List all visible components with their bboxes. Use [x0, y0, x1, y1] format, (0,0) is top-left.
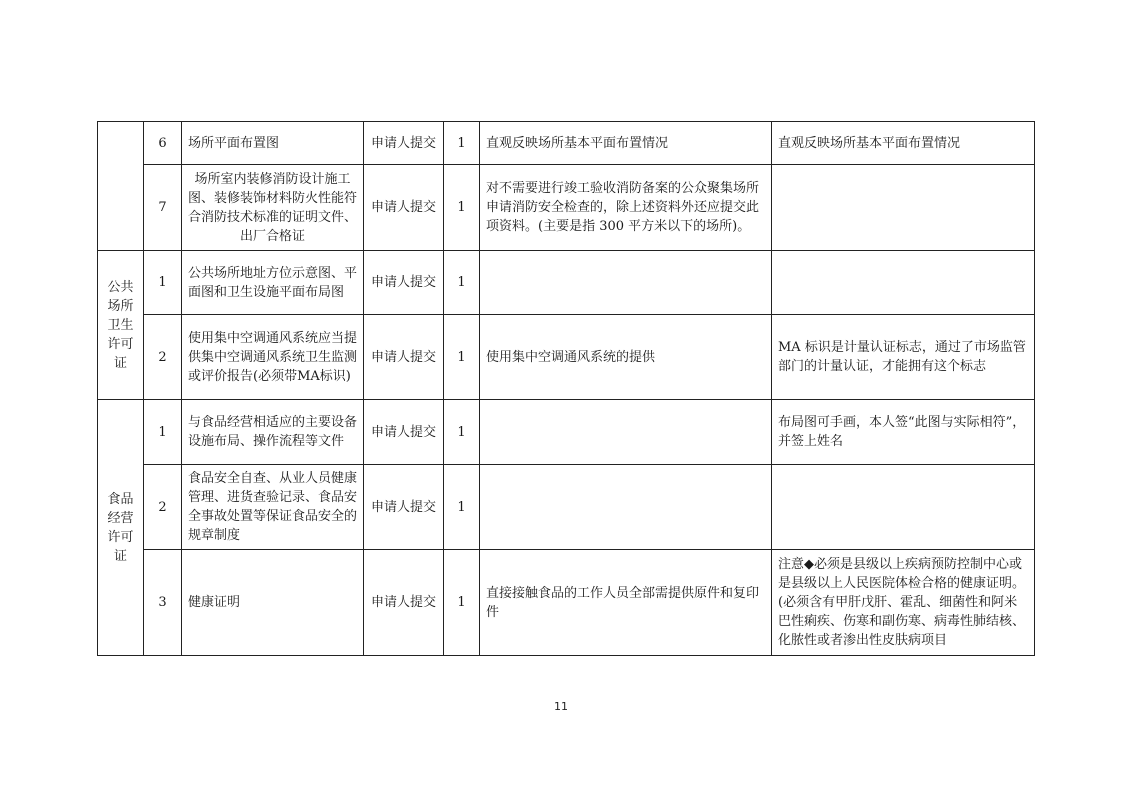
material-note: 注意◆必须是县级以上疾病预防控制中心或是县级以上人民医院体检合格的健康证明。(必须含有甲肝戊肝、霍乱、细菌性和阿米巴性痢疾、伤寒和副伤寒、病毒性肺结核、化脓性或者渗出性皮肤病项目: [772, 550, 1035, 656]
material-quantity: 1: [444, 400, 480, 465]
category-cell: 公共场所卫生许可证: [98, 251, 144, 400]
material-name: 与食品经营相适应的主要设备设施布局、操作流程等文件: [182, 400, 364, 465]
material-requirement: [480, 465, 772, 550]
material-source: 申请人提交: [364, 550, 444, 656]
material-requirement: [480, 251, 772, 315]
material-source: 申请人提交: [364, 251, 444, 315]
row-number: 2: [144, 465, 182, 550]
material-note: MA 标识是计量认证标志，通过了市场监管部门的计量认证，才能拥有这个标志: [772, 315, 1035, 400]
material-requirement: [480, 400, 772, 465]
material-source: 申请人提交: [364, 315, 444, 400]
category-cell: 食品经营许可证: [98, 400, 144, 656]
material-quantity: 1: [444, 550, 480, 656]
table-row: [98, 251, 1035, 315]
material-source: 申请人提交: [364, 465, 444, 550]
row-number: 1: [144, 400, 182, 465]
material-name: 公共场所地址方位示意图、平面图和卫生设施平面布局图: [182, 251, 364, 315]
material-note: 布局图可手画，本人签“此图与实际相符”，并签上姓名: [772, 400, 1035, 465]
row-number: 6: [144, 122, 182, 165]
table-row: [98, 400, 1035, 465]
material-source: 申请人提交: [364, 400, 444, 465]
material-requirement: 直接接触食品的工作人员全部需提供原件和复印件: [480, 550, 772, 656]
material-note: [772, 251, 1035, 315]
material-requirement: 对不需要进行竣工验收消防备案的公众聚集场所申请消防安全检查的，除上述资料外还应提交此项资料。(主要是指 300 平方米以下的场所)。: [480, 165, 772, 251]
requirements-table: [97, 121, 1035, 656]
material-name: 场所平面布置图: [182, 122, 364, 165]
material-note: [772, 165, 1035, 251]
material-name: 场所室内装修消防设计施工图、装修装饰材料防火性能符合消防技术标准的证明文件、出厂合格证: [182, 165, 364, 251]
material-name: 食品安全自查、从业人员健康管理、进货查验记录、食品安全事故处置等保证食品安全的规章制度: [182, 465, 364, 550]
material-name: 健康证明: [182, 550, 364, 656]
material-source: 申请人提交: [364, 122, 444, 165]
row-number: 7: [144, 165, 182, 251]
material-quantity: 1: [444, 122, 480, 165]
material-quantity: 1: [444, 251, 480, 315]
material-quantity: 1: [444, 165, 480, 251]
row-number: 3: [144, 550, 182, 656]
material-quantity: 1: [444, 315, 480, 400]
category-cell: [98, 122, 144, 251]
material-note: [772, 465, 1035, 550]
row-number: 1: [144, 251, 182, 315]
material-requirement: 直观反映场所基本平面布置情况: [480, 122, 772, 165]
table-row: [98, 315, 1035, 400]
table-row: [98, 550, 1035, 656]
material-note: 直观反映场所基本平面布置情况: [772, 122, 1035, 165]
material-source: 申请人提交: [364, 165, 444, 251]
row-number: 2: [144, 315, 182, 400]
table-row: [98, 465, 1035, 550]
material-requirement: 使用集中空调通风系统的提供: [480, 315, 772, 400]
table-row: [98, 122, 1035, 165]
material-quantity: 1: [444, 465, 480, 550]
table-row: [98, 165, 1035, 251]
page-number: 11: [554, 700, 568, 713]
material-name: 使用集中空调通风系统应当提供集中空调通风系统卫生监测或评价报告(必须带MA标识): [182, 315, 364, 400]
